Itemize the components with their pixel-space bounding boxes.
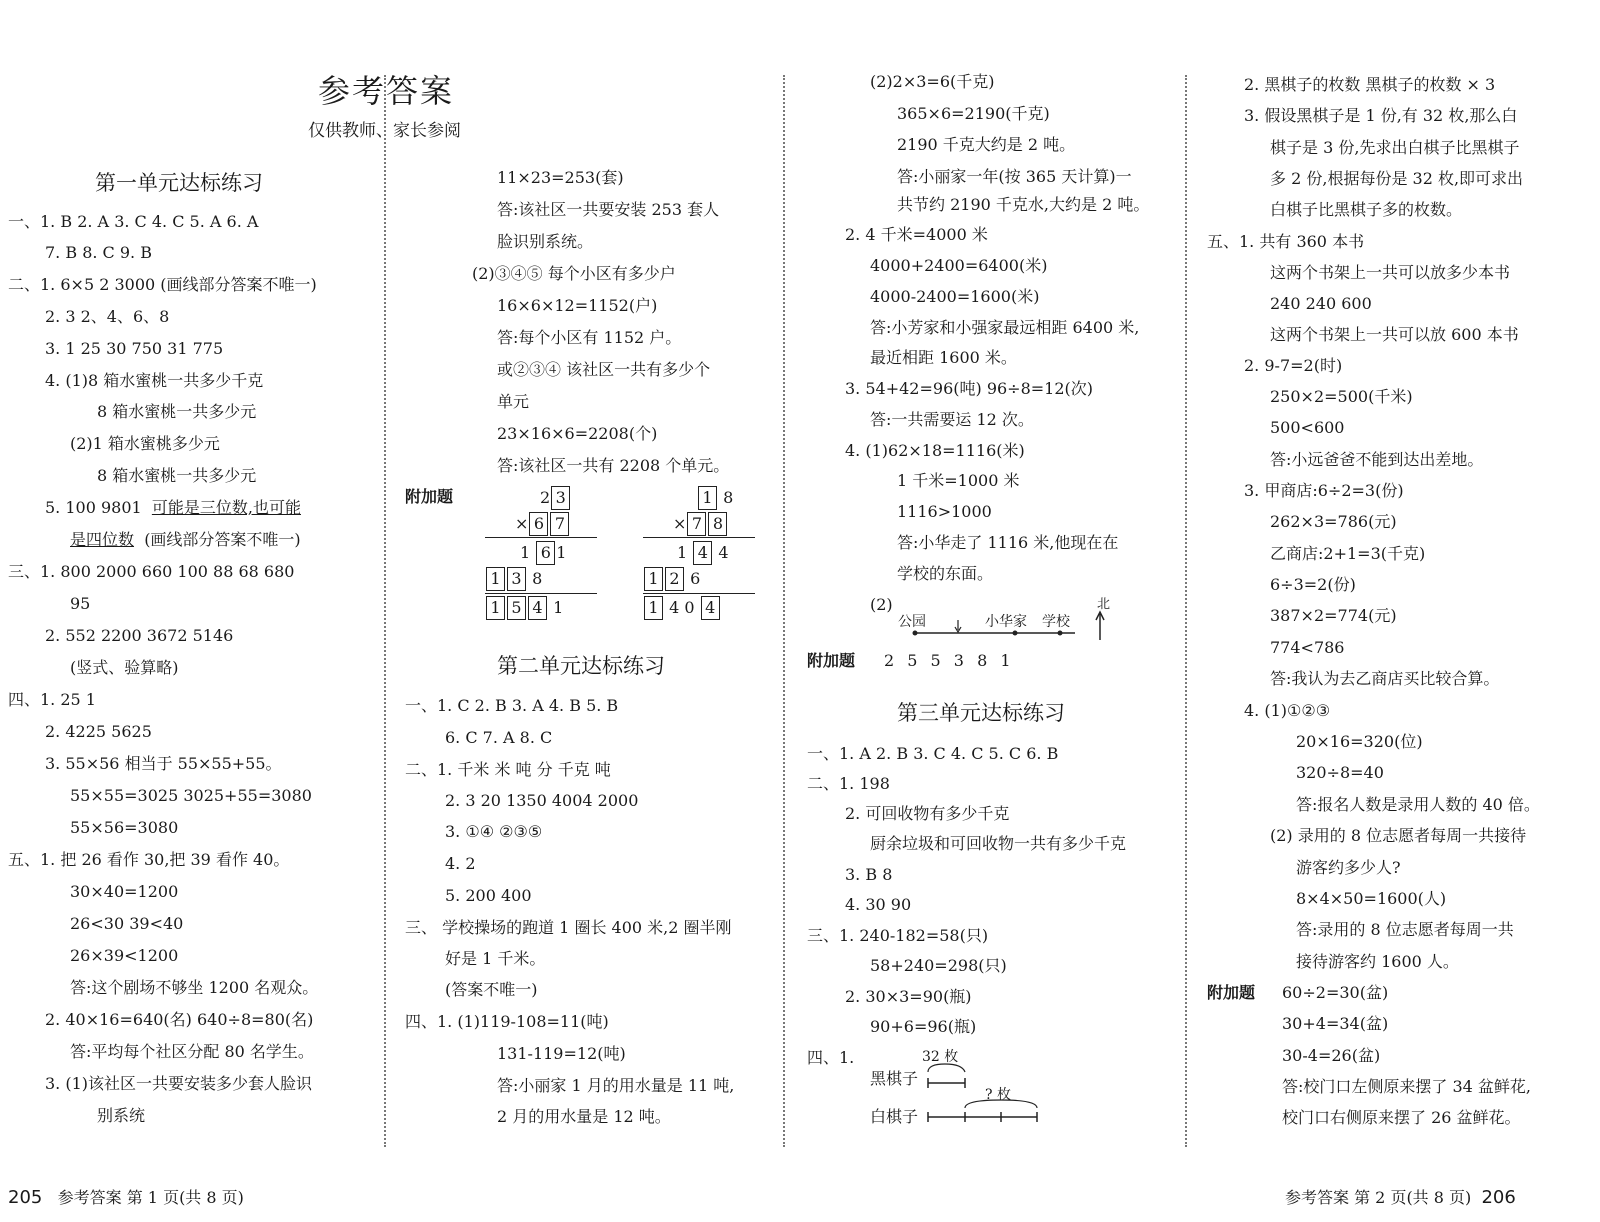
answer-line: 1116>1000 <box>897 502 992 521</box>
answer-line: 答:每个小区有 1152 户。 <box>497 328 682 347</box>
diagram-label-question: ? 枚 <box>985 1087 1011 1103</box>
answer-line: 20×16=320(位) <box>1296 732 1423 751</box>
answer-line: 游客约多少人? <box>1296 858 1401 877</box>
page-footer-left <box>8 1185 244 1208</box>
answer-text: (画线部分答案不唯一) <box>144 530 301 549</box>
answer-line: 4000-2400=1600(米) <box>870 287 1040 306</box>
answer-line: 答:小华走了 1116 米,他现在在 <box>897 533 1119 552</box>
answer-line: 4000+2400=6400(米) <box>870 256 1048 275</box>
answer-line: 三、 学校操场的跑道 1 圈长 400 米,2 圈半刚 <box>405 918 732 937</box>
answer-line: 6. C 7. A 8. C <box>445 728 553 747</box>
answer-line: 二、1. 6×5 2 3000 (画线部分答案不唯一) <box>8 275 317 294</box>
page-title: 参考答案 <box>318 72 455 110</box>
diagram-label-white: 白棋子 <box>870 1107 919 1126</box>
answer-line: 棋子是 3 份,先求出白棋子比黑棋子 <box>1270 138 1520 157</box>
answer-line: 2. 黑棋子的枚数 黑棋子的枚数 × 3 <box>1244 75 1496 94</box>
answer-line: 四、1. (1)119-108=11(吨) <box>405 1012 609 1031</box>
answer-line: 白棋子比黑棋子多的枚数。 <box>1270 200 1463 219</box>
answer-line: (2)1 箱水蜜桃多少元 <box>70 434 220 453</box>
answer-line: 3. 甲商店:6÷2=3(份) <box>1244 481 1404 500</box>
answer-line: 好是 1 千米。 <box>445 949 546 968</box>
answer-line: 这两个书架上一共可以放多少本书 <box>1270 263 1511 282</box>
answer-line: 7. B 8. C 9. B <box>45 243 152 262</box>
extra-question-label: 附加题 <box>1207 983 1256 1002</box>
answer-line: 5. 200 400 <box>445 886 532 905</box>
answer-line: 500<600 <box>1270 418 1345 437</box>
answer-line: 答:小丽家 1 月的用水量是 11 吨, <box>497 1076 735 1095</box>
answer-line: 答:小丽家一年(按 365 天计算)一 <box>897 167 1132 186</box>
answer-line: 3. 假设黑棋子是 1 份,有 32 枚,那么白 <box>1244 106 1518 125</box>
calc-row: 1 3 8 <box>485 567 542 591</box>
map-label-park: 公园 <box>898 614 926 630</box>
answer-line: 答:小远爸爸不能到达出差地。 <box>1270 450 1484 469</box>
calc-row: 1 2 6 <box>643 567 700 591</box>
column-divider <box>783 75 785 1147</box>
answer-line: 3. B 8 <box>845 865 893 884</box>
answer-line: 答:这个剧场不够坐 1200 名观众。 <box>70 978 319 997</box>
answer-line: 答:该社区一共有 2208 个单元。 <box>497 456 730 475</box>
answer-line: 或②③④ 该社区一共有多少个 <box>497 360 711 379</box>
answer-line: 774<786 <box>1270 638 1345 657</box>
answer-line: (2)③④⑤ 每个小区有多少户 <box>472 264 676 283</box>
answer-line: 2. 40×16=640(名) 640÷8=80(名) <box>45 1010 314 1029</box>
answer-line: 乙商店:2+1=3(千克) <box>1270 544 1426 563</box>
answer-line: 365×6=2190(千克) <box>897 104 1050 123</box>
answer-line: 30+4=34(盆) <box>1282 1014 1389 1033</box>
extra-question-label: 附加题 <box>807 651 856 670</box>
answer-line: 答:报名人数是录用人数的 40 倍。 <box>1296 795 1540 814</box>
answer-line: 接待游客约 1600 人。 <box>1296 952 1459 971</box>
answer-line: 四、1. 25 1 <box>8 690 96 709</box>
calc-row: × 7 8 <box>673 512 728 536</box>
answer-line: 58+240=298(只) <box>870 956 1007 975</box>
answer-line: (2) 录用的 8 位志愿者每周一共接待 <box>1270 826 1527 845</box>
answer-line: 26×39<1200 <box>70 946 179 965</box>
answer-line: (答案不唯一) <box>445 980 538 999</box>
page-subtitle: 仅供教师、家长参阅 <box>308 121 461 141</box>
answer-line: 三、1. 800 2000 660 100 88 68 680 <box>8 562 295 581</box>
answer-line: 一、1. A 2. B 3. C 4. C 5. C 6. B <box>807 744 1059 763</box>
page-footer-text: 参考答案 第 1 页(共 8 页) <box>57 1188 244 1207</box>
answer-line: 240 240 600 <box>1270 294 1372 313</box>
page-footer-text: 参考答案 第 2 页(共 8 页) <box>1285 1188 1472 1207</box>
answer-line: 别系统 <box>97 1106 146 1125</box>
answer-line: (2) <box>870 595 893 614</box>
answer-line: 3. (1)该社区一共要安装多少套人脸识 <box>45 1074 313 1093</box>
answer-line: 4. (1)8 箱水蜜桃一共多少千克 <box>45 371 264 390</box>
answer-line: 答:录用的 8 位志愿者每周一共 <box>1296 920 1514 939</box>
diagram-label-total: 32 枚 <box>922 1049 959 1065</box>
answer-line: 脸识别系统。 <box>497 232 594 251</box>
section-title: 第三单元达标练习 <box>897 701 1065 725</box>
extra-question-label: 附加题 <box>405 487 454 506</box>
answer-line: 2 5 5 3 8 1 <box>884 651 1011 670</box>
answer-line: 三、1. 240-182=58(只) <box>807 926 989 945</box>
page-footer-right <box>1285 1185 1516 1208</box>
answer-line: 2190 千克大约是 2 吨。 <box>897 135 1076 154</box>
answer-line: 学校的东面。 <box>897 564 994 583</box>
calc-row: 1 5 4 1 <box>485 596 563 620</box>
answer-line: 五、1. 把 26 看作 30,把 39 看作 40。 <box>8 850 290 869</box>
answer-line: 250×2=500(千米) <box>1270 387 1413 406</box>
answer-line: 6÷3=2(份) <box>1270 575 1356 594</box>
answer-line: 60÷2=30(盆) <box>1282 983 1389 1002</box>
map-label-school: 学校 <box>1042 614 1070 630</box>
calc-row: 2 3 <box>540 486 571 510</box>
answer-line: 答:我认为去乙商店买比较合算。 <box>1270 669 1500 688</box>
answer-line: 2. 30×3=90(瓶) <box>845 987 972 1006</box>
answer-line: 8 箱水蜜桃一共多少元 <box>97 466 257 485</box>
answer-line: 26<30 39<40 <box>70 914 184 933</box>
answer-line: 8 箱水蜜桃一共多少元 <box>97 402 257 421</box>
answer-line: 262×3=786(元) <box>1270 512 1397 531</box>
answer-line: 4. (1)62×18=1116(米) <box>845 441 1025 460</box>
answer-line: 8×4×50=1600(人) <box>1296 889 1447 908</box>
answer-line: 一、1. C 2. B 3. A 4. B 5. B <box>405 696 619 715</box>
answer-line: 答:校门口左侧原来摆了 34 盆鲜花, <box>1282 1077 1532 1096</box>
answer-line: 2. 4225 5625 <box>45 722 152 741</box>
calc-row: 1 4 4 <box>677 541 729 565</box>
map-label-north: 北 <box>1097 597 1111 612</box>
answer-line: 多 2 份,根据每份是 32 枚,即可求出 <box>1270 169 1524 188</box>
answer-line: 11×23=253(套) <box>497 168 624 187</box>
answer-line: 单元 <box>497 392 530 411</box>
answer-line: 131-119=12(吨) <box>497 1044 626 1063</box>
answer-line: 最近相距 1600 米。 <box>870 348 1017 367</box>
calc-line <box>643 593 755 594</box>
answer-line: 2. 3 20 1350 4004 2000 <box>445 791 639 810</box>
answer-line: 二、1. 千米 米 吨 分 千克 吨 <box>405 760 611 779</box>
answer-line: 校门口右侧原来摆了 26 盆鲜花。 <box>1282 1108 1521 1127</box>
answer-line: 3. 1 25 30 750 31 775 <box>45 339 224 358</box>
answer-line: 共节约 2190 千克水,大约是 2 吨。 <box>897 195 1150 214</box>
underlined-answer: 是四位数 <box>70 530 135 549</box>
answer-line: 30×40=1200 <box>70 882 179 901</box>
answer-line: 3. 54+42=96(吨) 96÷8=12(次) <box>845 379 1094 398</box>
calc-line <box>643 537 755 538</box>
answer-line: 55×56=3080 <box>70 818 179 837</box>
answer-line: 答:该社区一共要安装 253 套人 <box>497 200 720 219</box>
answer-line: 答:一共需要运 12 次。 <box>870 410 1034 429</box>
answer-line: 一、1. B 2. A 3. C 4. C 5. A 6. A <box>8 212 259 231</box>
calc-row: 1 6 1 <box>520 541 566 565</box>
answer-line: 55×55=3025 3025+55=3080 <box>70 786 312 805</box>
answer-line: 1 千米=1000 米 <box>897 471 1020 490</box>
answer-line: 2 月的用水量是 12 吨。 <box>497 1107 671 1126</box>
answer-line: 4. 2 <box>445 854 476 873</box>
answer-line: 四、1. <box>807 1048 855 1067</box>
answer-line: 2. 3 2、4、6、8 <box>45 307 170 326</box>
answer-line: 2. 4 千米=4000 米 <box>845 225 988 244</box>
answer-line: 23×16×6=2208(个) <box>497 424 658 443</box>
answer-line: 2. 9-7=2(时) <box>1244 356 1343 375</box>
underlined-answer: 可能是三位数,也可能 <box>151 498 301 517</box>
answer-line: 95 <box>70 594 91 613</box>
calc-row: 1 4 0 4 <box>643 596 721 620</box>
map-label-home: 小华家 <box>985 614 1027 630</box>
answer-line: (2)2×3=6(千克) <box>870 72 995 91</box>
answer-line: 五、1. 共有 360 本书 <box>1207 232 1365 251</box>
answer-line: 这两个书架上一共可以放 600 本书 <box>1270 325 1519 344</box>
calc-line <box>485 537 597 538</box>
section-title: 第二单元达标练习 <box>497 654 665 678</box>
answer-line: 3. ①④ ②③⑤ <box>445 822 543 841</box>
answer-line: 二、1. 198 <box>807 774 890 793</box>
diagram-label-black: 黑棋子 <box>870 1069 919 1088</box>
answer-line: 2. 552 2200 3672 5146 <box>45 626 234 645</box>
calc-row: × 6 7 <box>515 512 570 536</box>
answer-line: 3. 55×56 相当于 55×55+55。 <box>45 754 282 773</box>
answer-line: 答:小芳家和小强家最远相距 6400 米, <box>870 318 1140 337</box>
segment-bars <box>925 1060 1055 1130</box>
answer-line <box>70 529 301 551</box>
answer-line: 厨余垃圾和可回收物一共有多少千克 <box>870 834 1127 853</box>
page-number: 205 <box>8 1187 43 1208</box>
calc-line <box>485 593 597 594</box>
answer-line: 答:平均每个社区分配 80 名学生。 <box>70 1042 314 1061</box>
answer-line: 320÷8=40 <box>1296 763 1384 782</box>
section-title: 第一单元达标练习 <box>95 171 263 195</box>
answer-line: 4. 30 90 <box>845 895 912 914</box>
answer-line: 387×2=774(元) <box>1270 606 1397 625</box>
answer-line: 2. 可回收物有多少千克 <box>845 804 1010 823</box>
column-divider <box>384 75 386 1147</box>
answer-line: (竖式、验算略) <box>70 658 179 677</box>
answer-text: 5. 100 9801 <box>45 498 142 517</box>
answer-line <box>45 497 301 519</box>
calc-row: 1 8 <box>697 486 733 510</box>
answer-line: 90+6=96(瓶) <box>870 1017 977 1036</box>
map-line <box>900 600 1120 645</box>
answer-line: 30-4=26(盆) <box>1282 1046 1381 1065</box>
page-number: 206 <box>1481 1187 1516 1208</box>
answer-line: 16×6×12=1152(户) <box>497 296 658 315</box>
column-divider <box>1185 75 1187 1147</box>
answer-line: 4. (1)①②③ <box>1244 701 1331 720</box>
